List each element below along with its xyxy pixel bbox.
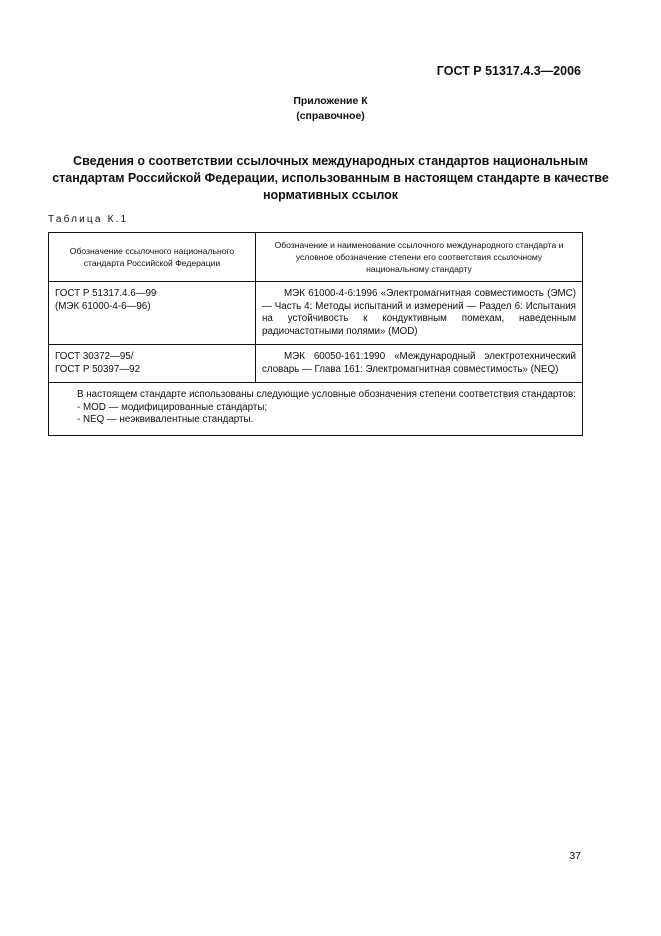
column-header-national: Обозначение ссылочного национального стандарта Российской Федерации <box>49 233 256 282</box>
appendix-title: Приложение К <box>293 95 368 107</box>
table-header-row <box>49 233 583 282</box>
section-title: Сведения о соответствии ссылочных международных стандартов национальным стандартам Российской Федерации, использованным в настоящем стандарте в качестве нормативных ссылок <box>52 154 609 202</box>
page-number: 37 <box>569 850 581 862</box>
table-note <box>49 383 583 436</box>
column-header-international: Обозначение и наименование ссылочного международного стандарта и условное обозначение степени его соответствия ссылочному национальному стандарту <box>256 233 583 282</box>
national-standard-cell <box>49 345 256 383</box>
reference-table <box>48 232 583 436</box>
national-standard-code: ГОСТ Р 50397—92 <box>55 363 141 375</box>
note-intro: В настоящем стандарте использованы следующие условные обозначения степени соответствия стандартов: <box>77 389 576 400</box>
appendix-subtitle: (справочное) <box>296 110 365 122</box>
national-standard-cell <box>49 282 256 345</box>
appendix-heading <box>0 94 661 124</box>
international-standard-cell: МЭК 60050-161:1990 «Международный электротехнический словарь — Глава 161: Электромагнитная совместимость» (NEQ) <box>256 345 583 383</box>
table-row <box>49 345 583 383</box>
note-item-neq: - NEQ — неэквивалентные стандарты. <box>77 414 254 425</box>
table-row <box>49 282 583 345</box>
national-standard-code: ГОСТ Р 51317.4.6—99 <box>55 288 157 299</box>
note-item-mod: - MOD — модифицированные стандарты; <box>77 401 268 413</box>
national-standard-code: (МЭК 61000-4-6—96) <box>55 300 151 312</box>
document-code: ГОСТ Р 51317.4.3—2006 <box>436 64 581 78</box>
national-standard-code: ГОСТ 30372—95/ <box>55 351 134 362</box>
table-note-row <box>49 383 583 436</box>
international-standard-cell: МЭК 61000-4-6:1996 «Электромагнитная совместимость (ЭМС) — Часть 4: Методы испытаний и измерений — Раздел 6: Испытания на устойчивость к кондуктивным помехам, наведенным радиочастотными полями» (MOD) <box>256 282 583 345</box>
table-caption: Таблица К.1 <box>48 214 129 225</box>
